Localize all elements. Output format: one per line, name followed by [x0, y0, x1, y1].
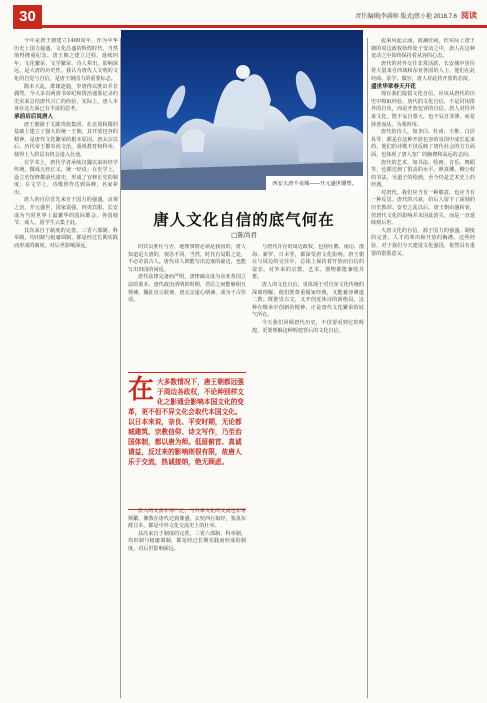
paragraph: 唐代的对外交往非常活跃，长安城中居住着大量来自西域和东亚各国的人士，他们在此经商、求学、做官，唐人对此持开放的态度。	[371, 60, 475, 82]
photo-caption: 西安大唐不夜城——开元盛世雕塑。	[266, 176, 363, 190]
paragraph: 唐代的艺术，如书法、绘画、音乐、舞蹈等，也都达到了很高的水平。颜真卿、柳公权的书法，吴道子的绘画，至今仍是艺术史上的经典。	[371, 159, 475, 189]
subheading: 盛世华章春天开花	[371, 83, 416, 90]
paragraph: 与唐代并存的周边政权，包括吐蕃、南诏、渤海、新罗、日本等，都深受唐文化影响。唐王朝在与周边的交往中，总体上保持着开放而自信的姿态，对外来的宗教、艺术、器物都能兼收并蓄。	[252, 244, 364, 281]
header-rule	[42, 25, 487, 28]
paragraph: 其次来自于制度的完善。三省六部制、科举制、均田制与租庸调制，都是经过长期实践而形成的制度，对后世影响深远。	[128, 530, 246, 552]
column-divider	[367, 38, 368, 698]
left-column	[14, 38, 118, 698]
paragraph: 唐人的交游非常广泛，与外来文化的交流也非常频繁。佛教在唐代达到鼎盛，玄奘西行取经，鉴真东渡日本，都是中外文化交流史上的壮举。	[128, 508, 246, 530]
paragraph: 唐王朝源于关陇贵族集团，在北周和隋的基础上建立了强大的统一王朝，其开放包容的精神，是唐代文化繁荣的根本原因。唐太宗以后，历代帝王都崇尚文治，重视教育和科举，使得士人阶层有机会进入仕途。	[14, 121, 118, 158]
paragraph: 现在我们提倡文化自信，应该从唐代的历史中吸取经验。唐代的文化自信，不是封闭排外的自负，而是开放包容的自信。唐人对待外来文化，既不妄自尊大，也不妄自菲薄，而是择善而从，为我所用。	[371, 91, 475, 128]
paragraph: 今天我们回顾唐代历史，不仅要看到它的辉煌，更要理解这种辉煌背后的文化自信。	[252, 319, 364, 334]
paragraph: 唐人的自信首先来自于国力的强盛。贞观之治、开元盛世，国家富强，四夷宾服，长安成为当时世界上最繁华的国际都会，各国使节、商人、留学生云集于此。	[14, 197, 118, 227]
article-photo	[121, 30, 363, 190]
paragraph: 隋末大乱，群雄逐鹿，李唐得以胜出并非偶然。今人多以两唐书帝纪和资治通鉴记录的史实来总结唐代兴亡的经验，实际上，唐人本身在这方面已有丰富的思考。	[14, 83, 118, 113]
paragraph: 唐代法律完备而严明，唐律疏议成为东亚各国立法的蓝本。唐代政治清明的时期，君臣之间能够相互规谏，魏征直言敢谏，唐太宗虚心纳谏，成为千古佳话。	[128, 274, 246, 304]
page-number: 30	[13, 5, 42, 29]
paragraph: 在学术上，唐代学者承续汉魏以来的经学传统，撰成五经正义，统一经说；在史学上，设立史馆修撰前代诸史，形成了官修正史的制度；在文学上，诗歌创作达到高峰，名家辈出。	[14, 159, 118, 196]
pull-quote-text: 大多数情况下，唐王朝都远强于周边各政权，不论种别样文化之影通会影响本国文化的变革，更不但不异文化会取代本国文化。以日本来说，奈良、平安时期，无论都城建筑、宗教信仰、诗文写作，乃至治国体制，都以唐为师。低眉俯首、真诚请益，反过来的影响则很有限，故唐人乐于交流，热诚接纳，绝无顾虑。	[128, 378, 244, 466]
middle-right-column	[252, 244, 364, 698]
editor-line: 责任编辑|李满帅 版式|蔡小艳 2018.7.6	[355, 14, 457, 20]
article-author: □陈尚君	[231, 231, 257, 239]
section-name: 阅读	[461, 11, 477, 20]
paragraph: 大唐文化的自信，源于国力的强盛、制度的完善、人才的辈出和开放的胸襟。这些经验，对于我们今天建设文化强国，依然具有重要的借鉴意义。	[371, 227, 475, 257]
pull-quote	[128, 372, 246, 510]
paragraph: 今年是唐王朝建立1400周年，作为中华历史上国力强盛、文化昌盛的辉煌时代，当然值得隆重纪念。唐王朝之建立过程，延续四年，文化繁荣，文学繁荣，诗人辈出，影响深远，是大唐的历史性。我认为唐代人文明的文化的自觉与自信，是唐王朝国力的重要标志。	[14, 38, 118, 82]
middle-left-column	[128, 244, 246, 368]
subheading: 承前启后说唐人	[14, 113, 54, 120]
paragraph: 的宾员胜任与否，地理事情必须是我国的，唐人知道是大唐的，观念不同。当然，时代有局限之处，不必苛责古人。唐代诗人既能写出边塞的豪迈，也能写出田园的闲适。	[128, 244, 246, 273]
article-title: 唐人文化自信的底气何在	[153, 210, 335, 229]
paragraph: 唐代的诗人，如李白、杜甫、王维、白居易等，都是在这种开放包容的氛围中成长起来的。他们的诗歌不仅反映了唐代社会的方方面面，也体现了唐人宽广的胸襟和高远的志向。	[371, 129, 475, 158]
right-column	[371, 38, 475, 698]
paragraph: 唐人的文化自信，更体现于对自身文化传统的深刻理解。他们既尊重儒家经典，又能兼容佛道二教；既推崇古文，又开创近体诗的新格局。这种在继承中创新的精神，正是唐代文化繁荣的底气所在。	[252, 281, 364, 319]
paragraph: 其次来自于制度的完善。三省六部制、科举制、均田制与租庸调制，都是经过长期实践而形成的制度，对后世影响深远。	[14, 227, 118, 250]
header-info	[355, 10, 477, 21]
pull-quote-dropcap: 在	[128, 375, 155, 405]
paragraph: 对唐代，我们应当有一种敬意，也应当有一种反思。唐代的兴衰，给后人留下了深刻的历史教训。安史之乱以后，唐王朝由盛转衰，但唐代文化的影响并未因此消失，而是一直延续到后世。	[371, 189, 475, 227]
middle-left-lower-column	[128, 508, 246, 698]
sculpture-image	[121, 30, 363, 190]
paragraph: 起来风起云涌，波澜壮阔，但实际上唐王朝的周边政权始终处于变动之中，唐人在这种变动之中始终保持着从容的心态。	[371, 38, 475, 60]
